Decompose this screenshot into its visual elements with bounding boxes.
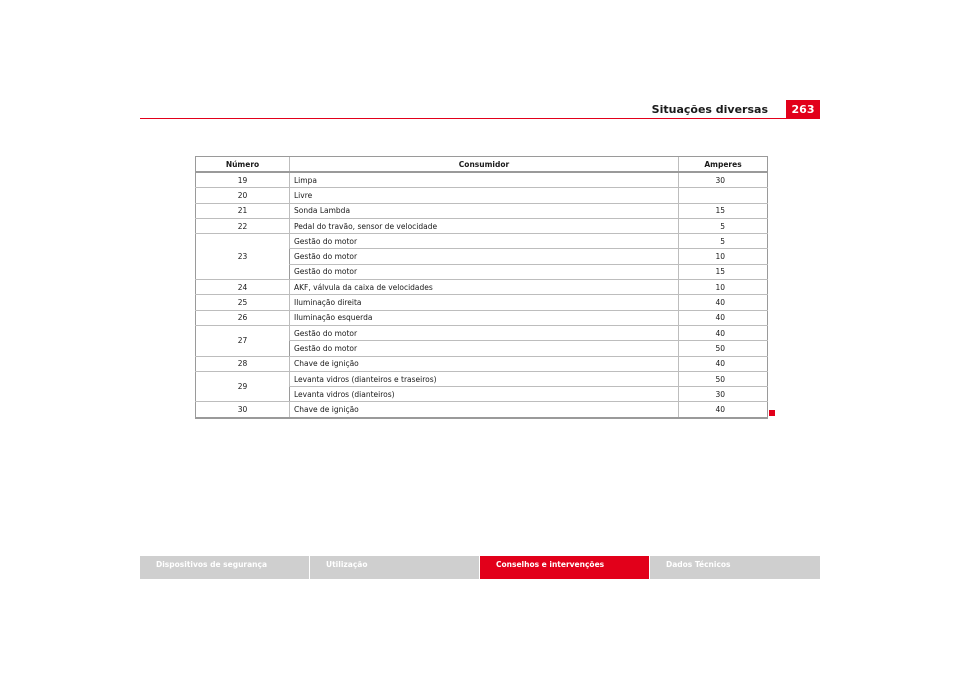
- fuse-consumer: Levanta vidros (dianteiros e traseiros): [290, 371, 679, 386]
- table-row: [196, 280, 768, 295]
- tab-usage[interactable]: Utilização: [310, 556, 480, 579]
- table-row: [196, 310, 768, 325]
- table-row: [196, 188, 768, 203]
- table-row: [196, 371, 768, 386]
- fuse-amperes: 50: [679, 341, 768, 356]
- fuse-consumer: Levanta vidros (dianteiros): [290, 387, 679, 402]
- fuse-consumer: AKF, válvula da caixa de velocidades: [290, 280, 679, 295]
- fuse-consumer: Gestão do motor: [290, 234, 679, 249]
- fuse-amperes: 40: [679, 325, 768, 340]
- section-end-marker: [769, 410, 775, 416]
- fuse-number: 20: [196, 188, 290, 203]
- fuse-amperes: 30: [679, 387, 768, 402]
- fuse-number: 29: [196, 371, 290, 402]
- fuse-number: 25: [196, 295, 290, 310]
- fuse-amperes: 30: [679, 172, 768, 188]
- tab-tips-maintenance[interactable]: Conselhos e intervenções: [480, 556, 650, 579]
- table-row: [196, 402, 768, 418]
- fuse-number: 22: [196, 218, 290, 233]
- column-header-number: Número: [196, 157, 290, 173]
- fuse-number: 27: [196, 325, 290, 356]
- tab-technical-data[interactable]: Dados Técnicos: [650, 556, 820, 579]
- fuse-consumer: Sonda Lambda: [290, 203, 679, 218]
- table-row: [196, 203, 768, 218]
- column-header-amperes: Amperes: [679, 157, 768, 173]
- fuse-amperes: 40: [679, 295, 768, 310]
- table-row: [196, 218, 768, 233]
- table-row: [196, 325, 768, 340]
- column-header-consumer: Consumidor: [290, 157, 679, 173]
- fuse-consumer: Pedal do travão, sensor de velocidade: [290, 218, 679, 233]
- header-rule: [140, 118, 820, 119]
- fuse-consumer: Gestão do motor: [290, 249, 679, 264]
- fuse-number: 28: [196, 356, 290, 371]
- fuse-consumer: Iluminação esquerda: [290, 310, 679, 325]
- fuse-amperes: 15: [679, 264, 768, 279]
- fuse-consumer: Livre: [290, 188, 679, 203]
- table-row: [196, 172, 768, 188]
- fuse-amperes: 40: [679, 356, 768, 371]
- page-number: 263: [786, 100, 820, 119]
- table-row: [196, 234, 768, 249]
- fuse-amperes: 40: [679, 402, 768, 418]
- fuse-consumer: Chave de ignição: [290, 356, 679, 371]
- fuse-consumer: Limpa: [290, 172, 679, 188]
- fuse-consumer: Gestão do motor: [290, 325, 679, 340]
- fuse-consumer: Iluminação direita: [290, 295, 679, 310]
- fuse-amperes: 40: [679, 310, 768, 325]
- table-row: [196, 356, 768, 371]
- fuse-number: 24: [196, 280, 290, 295]
- fuse-number: 21: [196, 203, 290, 218]
- fuse-amperes: 10: [679, 280, 768, 295]
- fuse-amperes: 50: [679, 371, 768, 386]
- fuse-table: [195, 156, 768, 419]
- fuse-amperes: 5: [679, 218, 768, 233]
- table-row: [196, 295, 768, 310]
- tab-safety-devices[interactable]: Dispositivos de segurança: [140, 556, 310, 579]
- fuse-number: 26: [196, 310, 290, 325]
- table-header-row: [196, 157, 768, 173]
- fuse-amperes: 5: [679, 234, 768, 249]
- fuse-consumer: Gestão do motor: [290, 264, 679, 279]
- fuse-number: 30: [196, 402, 290, 418]
- fuse-amperes: 15: [679, 203, 768, 218]
- fuse-consumer: Gestão do motor: [290, 341, 679, 356]
- footer-nav: [140, 556, 820, 579]
- fuse-number: 19: [196, 172, 290, 188]
- fuse-amperes: [679, 188, 768, 203]
- fuse-number: 23: [196, 234, 290, 280]
- fuse-consumer: Chave de ignição: [290, 402, 679, 418]
- section-title: Situações diversas: [651, 103, 768, 116]
- fuse-amperes: 10: [679, 249, 768, 264]
